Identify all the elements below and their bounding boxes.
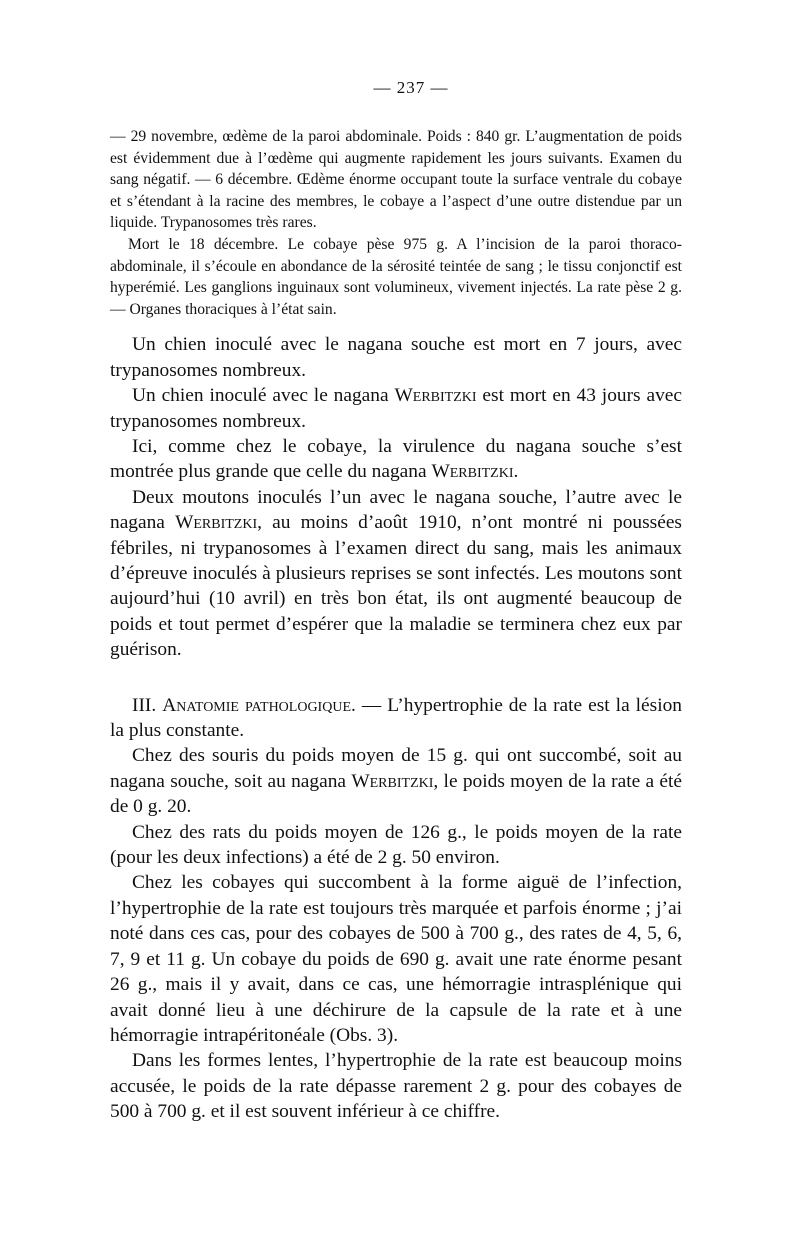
text-run: , le poids moyen de la rate a été de 0 g. 20. bbox=[110, 770, 682, 818]
text-run: Chez des souris du poids moyen de 15 g. qui ont succombé, soit au nagana souche, soit au nagana bbox=[110, 745, 682, 792]
body-paragraph-dog-souche: Un chien inoculé avec le nagana souche est mort en 7 jours, avec trypanosomes nombreux. bbox=[110, 334, 682, 381]
body-paragraph-virulence bbox=[110, 434, 682, 485]
section-title: Anatomie pathologique bbox=[162, 694, 351, 716]
text-run: , au moins d’août 1910, n’ont montré ni poussées fébriles, ni trypanosomes à l’examen direct du sang, mais les animaux d’épreuve inoculés à plusieurs reprises se sont infectés. Les moutons sont aujourd’hui (10 avril) en très bon état, ils ont augmenté beaucoup de poids et tout permet d’espérer que la maladie se terminera chez eux par guérison. bbox=[110, 512, 682, 661]
author-name: Werbitzki bbox=[431, 461, 514, 483]
text-run: . bbox=[513, 461, 519, 483]
page bbox=[110, 78, 682, 1125]
spacer bbox=[110, 320, 682, 332]
author-name: Werbitzki bbox=[394, 385, 477, 407]
text-run: Un chien inoculé avec le nagana bbox=[132, 385, 395, 407]
body-paragraph-sheep bbox=[110, 485, 682, 663]
observation-paragraph-2: Mort le 18 décembre. Le cobaye pèse 975 g. A l’incision de la paroi thoraco-abdominale, il s’écoule en abondance de la sérosité teintée de sang ; le tissu conjonctif est hyperémié. Les ganglions inguinaux sont volumineux, vivement injectés. La rate pèse 2 g. — Organes thoraciques à l’état sain. bbox=[110, 235, 682, 318]
text-run: est mort en 43 jours avec trypanosomes nombreux. bbox=[110, 385, 682, 432]
section-spacer bbox=[110, 663, 682, 693]
section-number: III. bbox=[132, 694, 163, 716]
observation-paragraph-1: — 29 novembre, œdème de la paroi abdominale. Poids : 840 gr. L’augmentation de poids est évidemment due à l’œdème qui augmente rapidement les jours suivants. Examen du sang négatif. — 6 décembre. Œdème énorme occupant toute la surface ventrale du cobaye et s’étendant à la racine des membres, le cobaye a l’aspect d’une outre distendue par un liquide. Trypanosomes très rares. bbox=[110, 128, 682, 232]
body-paragraph-mice bbox=[110, 743, 682, 819]
text-run: Deux moutons inoculés l’un avec le nagana souche, l’autre avec le nagana bbox=[110, 486, 682, 534]
text-run: . — L’hypertrophie de la rate est la lésion la plus constante. bbox=[110, 694, 682, 742]
body-paragraph-dog-werbitzki bbox=[110, 383, 682, 434]
page-number: — 237 — bbox=[373, 78, 449, 97]
body-paragraph-guinea-pigs-acute: Chez les cobayes qui succombent à la forme aiguë de l’infection, l’hypertrophie de la rate est toujours très marquée et parfois énorme ; j’ai noté dans ces cas, pour des cobayes de 500 à 700 g., des rates de 4, 5, 6, 7, 9 et 11 g. Un cobaye du poids de 690 g. avait une rate énorme pesant 26 g., mais il y avait, dans ce cas, une hémorragie intrasplénique qui avait donné lieu à une déchirure de la capsule de la rate et à une hémorragie intrapéritonéale (Obs. 3). bbox=[110, 872, 682, 1046]
author-name: Werbitzki bbox=[351, 770, 434, 792]
author-name: Werbitzki bbox=[175, 512, 258, 534]
body-paragraph-rats: Chez des rats du poids moyen de 126 g., le poids moyen de la rate (pour les deux infections) a été de 2 g. 50 environ. bbox=[110, 821, 682, 869]
text-run: Ici, comme chez le cobaye, la virulence du nagana souche s’est montrée plus grande que celle du nagana bbox=[110, 435, 682, 483]
section-heading-paragraph bbox=[110, 693, 682, 744]
body-paragraph-guinea-pigs-slow: Dans les formes lentes, l’hypertrophie de la rate est beaucoup moins accusée, le poids de la rate dépasse rarement 2 g. pour des cobayes de 500 à 700 g. et il est souvent inférieur à ce chiffre. bbox=[110, 1050, 682, 1123]
